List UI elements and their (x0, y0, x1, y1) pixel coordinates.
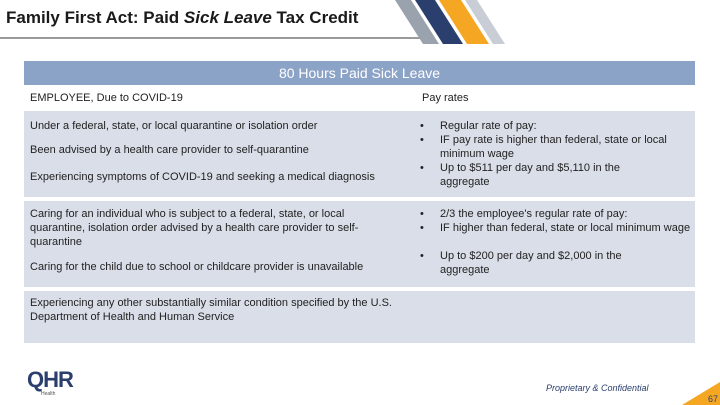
row-divider (24, 197, 695, 201)
pay-rate-item: IF higher than federal, state or local minimum wage (440, 222, 691, 234)
title-part-2: Sick Leave (183, 8, 272, 27)
title-part-1: Family First Act: Paid (6, 8, 184, 27)
pay-rate-item: Regular rate of pay: (440, 120, 537, 132)
title-part-3: Tax Credit (271, 8, 359, 27)
pay-rate-item: IF pay rate is higher than federal, state or local minimum wage (440, 134, 667, 160)
reason-other-condition: Experiencing any other substantially similar condition specified by the U.S. Department of Health and Human Service (30, 297, 392, 323)
bullet: • (420, 208, 424, 220)
table-header: 80 Hours Paid Sick Leave (24, 61, 695, 85)
pay-rate-item: Up to $511 per day and $5,110 in the aggregate (440, 162, 621, 188)
bullet: • (420, 222, 424, 234)
reason-caring-individual: Caring for an individual who is subject to a federal, state, or local quarantine, isolation order advised by a health care provider to self-quarantine (30, 208, 359, 248)
row-divider (24, 287, 695, 291)
bullet: • (420, 162, 424, 174)
column-header-pay-rates: Pay rates (422, 92, 469, 104)
bullet: • (420, 134, 424, 146)
reason-symptoms: Experiencing symptoms of COVID-19 and seeking a medical diagnosis (30, 171, 375, 183)
title-divider (0, 37, 430, 39)
decorative-stripes-icon (395, 0, 555, 44)
page-number: 67 (707, 394, 718, 404)
page-title (6, 8, 358, 28)
reason-caring-child: Caring for the child due to school or childcare provider is unavailable (30, 261, 364, 273)
qhr-logo (27, 367, 73, 397)
proprietary-label: Proprietary & Confidential (546, 383, 649, 393)
logo-subtext: Health (41, 391, 56, 397)
reason-quarantine-order: Under a federal, state, or local quarantine or isolation order (30, 120, 318, 132)
pay-rate-item: 2/3 the employee's regular rate of pay: (440, 208, 628, 220)
pay-rate-item: Up to $200 per day and $2,000 in the aggregate (440, 250, 622, 276)
reason-advised-self-quarantine: Been advised by a health care provider to self-quarantine (30, 144, 309, 156)
column-header-employee: EMPLOYEE, Due to COVID-19 (30, 92, 183, 104)
bullet: • (420, 250, 424, 262)
bullet: • (420, 120, 424, 132)
page-number-badge (682, 382, 720, 405)
sick-leave-table (24, 61, 695, 343)
logo-text: QHR (27, 367, 73, 392)
